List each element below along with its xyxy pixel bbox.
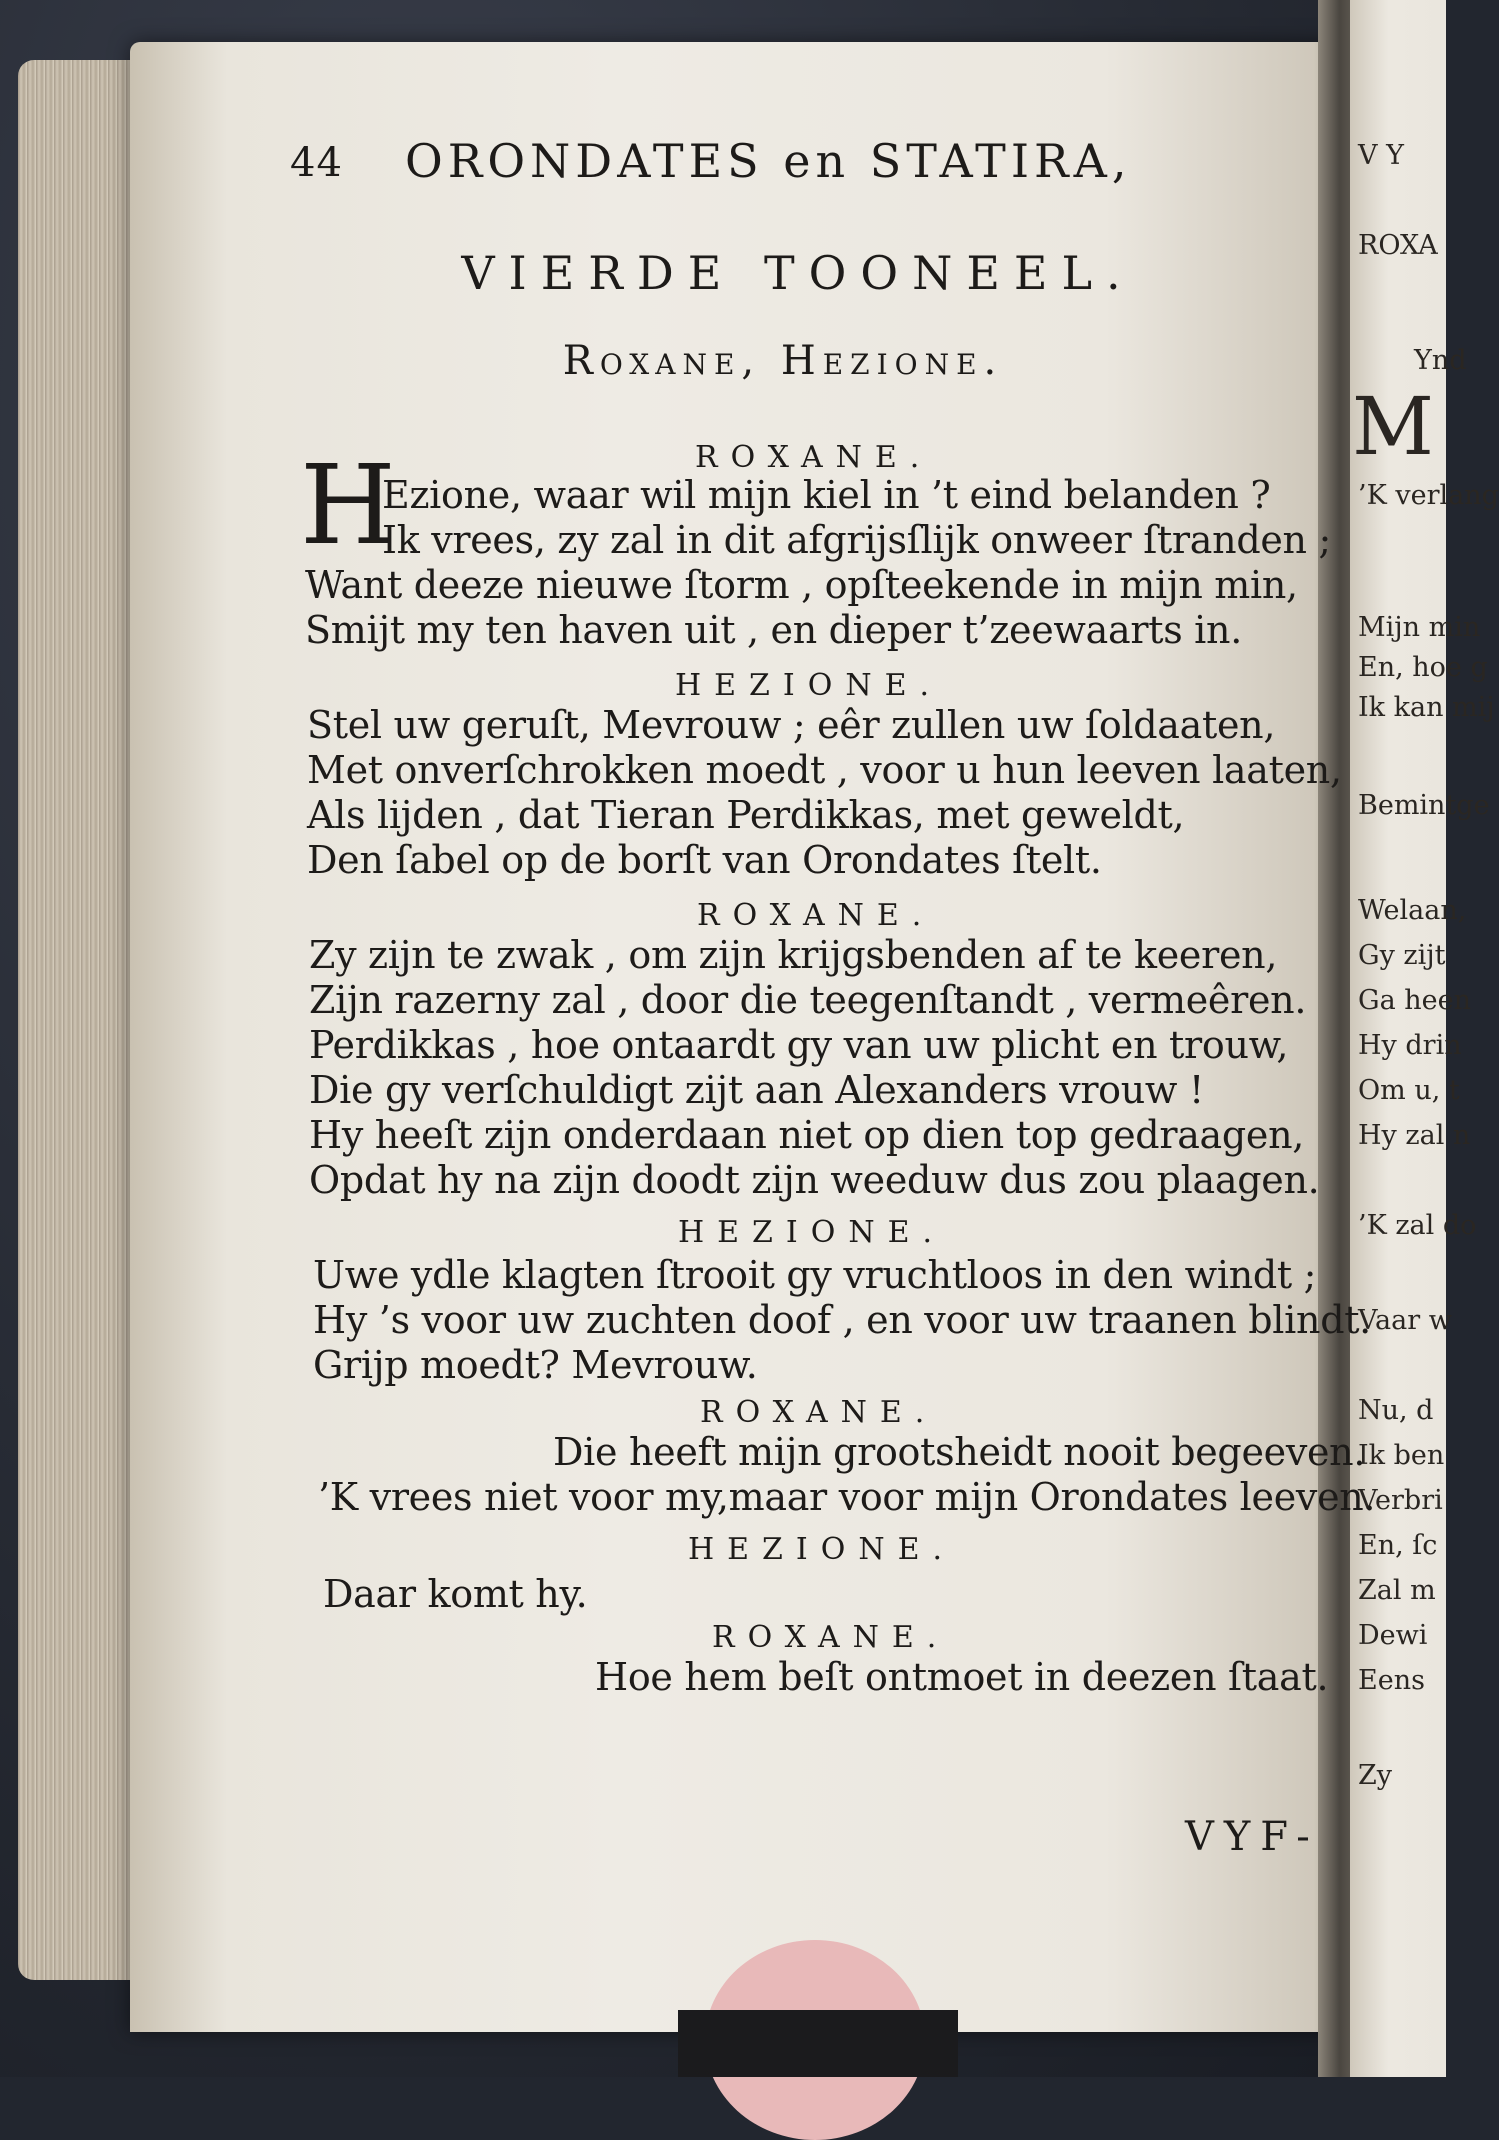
- speaker-name: HEZIONE.: [675, 668, 943, 703]
- right-page-fragment: Om u, t: [1358, 1075, 1460, 1106]
- page-number: 44: [290, 140, 343, 186]
- speaker-name: HEZIONE.: [688, 1532, 956, 1567]
- verse-line: Die heeft mijn grootsheidt nooit begeeven.: [553, 1430, 1366, 1474]
- speaker-name: ROXANE.: [700, 1395, 938, 1430]
- verse-line: Ik vrees, zy zal in dit afgrijsſlijk onweer ſtranden ;: [382, 518, 1331, 562]
- right-page-fragment: Welaan,: [1358, 895, 1467, 926]
- right-page-fragment: Zy: [1358, 1760, 1393, 1791]
- verse-line: Ezione, waar wil mijn kiel in ’t eind belanden ?: [382, 473, 1271, 517]
- right-page-fragment: Ik ben: [1358, 1440, 1445, 1471]
- right-page-fragment: Hy drin: [1358, 1030, 1462, 1061]
- right-page-fragment: Vaar w: [1358, 1305, 1452, 1336]
- right-page-fragment: Zal m: [1358, 1575, 1436, 1606]
- verse-line: Want deeze nieuwe ſtorm , opſteekende in mijn min,: [305, 563, 1298, 607]
- verse-line: Hoe hem beſt ontmoet in deezen ſtaat.: [595, 1655, 1329, 1699]
- verse-line: Opdat hy na zijn doodt zijn weeduw dus zou plaagen.: [309, 1158, 1320, 1202]
- right-page-fragment: ’K zal do: [1358, 1210, 1477, 1241]
- running-title: ORONDATES en STATIRA,: [405, 134, 1132, 188]
- book-stand: [678, 2010, 958, 2077]
- right-page-fragment: Nu, d: [1358, 1395, 1434, 1426]
- verse-line: Den ſabel op de borſt van Orondates ſtelt.: [307, 838, 1102, 882]
- right-page-fragment: ROXA: [1358, 230, 1438, 261]
- speaker-name: ROXANE.: [697, 898, 935, 933]
- right-page-fragment: Ynd: [1414, 345, 1467, 376]
- verse-line: Smijt my ten haven uit , en dieper t’zeewaarts in.: [305, 608, 1242, 652]
- right-page-fragment: V Y: [1358, 140, 1404, 171]
- right-page-fragment: ’K verlang: [1358, 480, 1499, 511]
- right-page-fragment: En, ſc: [1358, 1530, 1438, 1561]
- verse-line: Die gy verſchuldigt zijt aan Alexanders vrouw !: [309, 1068, 1204, 1112]
- right-page-fragment: Hy zal n: [1358, 1120, 1471, 1151]
- verse-line: Hy heeſt zijn onderdaan niet op dien top gedraagen,: [309, 1113, 1305, 1157]
- verse-line: Stel uw geruſt, Mevrouw ; eêr zullen uw ſoldaaten,: [307, 703, 1276, 747]
- verse-line: ’K vrees niet voor my,maar voor mijn Orondates leeven.: [318, 1475, 1376, 1519]
- character-list: Roxane, Hezione.: [562, 338, 1004, 384]
- verse-line: Zy zijn te zwak , om zijn krijgsbenden af te keeren,: [309, 933, 1278, 977]
- right-page-fragment: En, hoe g: [1358, 652, 1488, 683]
- speaker-name: HEZIONE.: [678, 1215, 946, 1250]
- drop-capital: H: [300, 441, 396, 569]
- book-page-right: [1350, 0, 1499, 2077]
- verse-line: Hy ’s voor uw zuchten doof , en voor uw traanen blindt.: [313, 1298, 1371, 1342]
- verse-line: Daar komt hy.: [323, 1572, 588, 1616]
- verse-line: Met onverſchrokken moedt , voor u hun leeven laaten,: [307, 748, 1342, 792]
- right-page-fragment: Eens: [1358, 1665, 1425, 1696]
- speaker-name: ROXANE.: [712, 1620, 950, 1655]
- right-page-fragment: Dewi: [1358, 1620, 1428, 1651]
- right-page-fragment: Ga heen: [1358, 985, 1471, 1016]
- verse-line: Zijn razerny zal , door die teegenſtandt , vermeêren.: [309, 978, 1307, 1022]
- catchword: VYF-: [1185, 1814, 1320, 1860]
- right-page-fragment: Gy zijt: [1358, 940, 1446, 971]
- scene-title: VIERDE TOONEEL.: [461, 246, 1135, 300]
- right-page-fragment: Mijn min: [1358, 612, 1481, 643]
- right-page-fragment: Bemintge: [1358, 790, 1490, 821]
- verse-line: Uwe ydle klagten ſtrooit gy vruchtloos in den windt ;: [313, 1253, 1317, 1297]
- right-page-fragment: Verbri: [1358, 1485, 1443, 1516]
- verse-line: Perdikkas , hoe ontaardt gy van uw plicht en trouw,: [309, 1023, 1289, 1067]
- right-page-dropcap: M: [1352, 380, 1434, 473]
- verse-line: Als lijden , dat Tieran Perdikkas, met geweldt,: [307, 793, 1185, 837]
- speaker-name: ROXANE.: [695, 440, 933, 475]
- verse-line: Grijp moedt? Mevrouw.: [313, 1343, 758, 1387]
- right-page-fragment: Ik kan mij: [1358, 692, 1495, 723]
